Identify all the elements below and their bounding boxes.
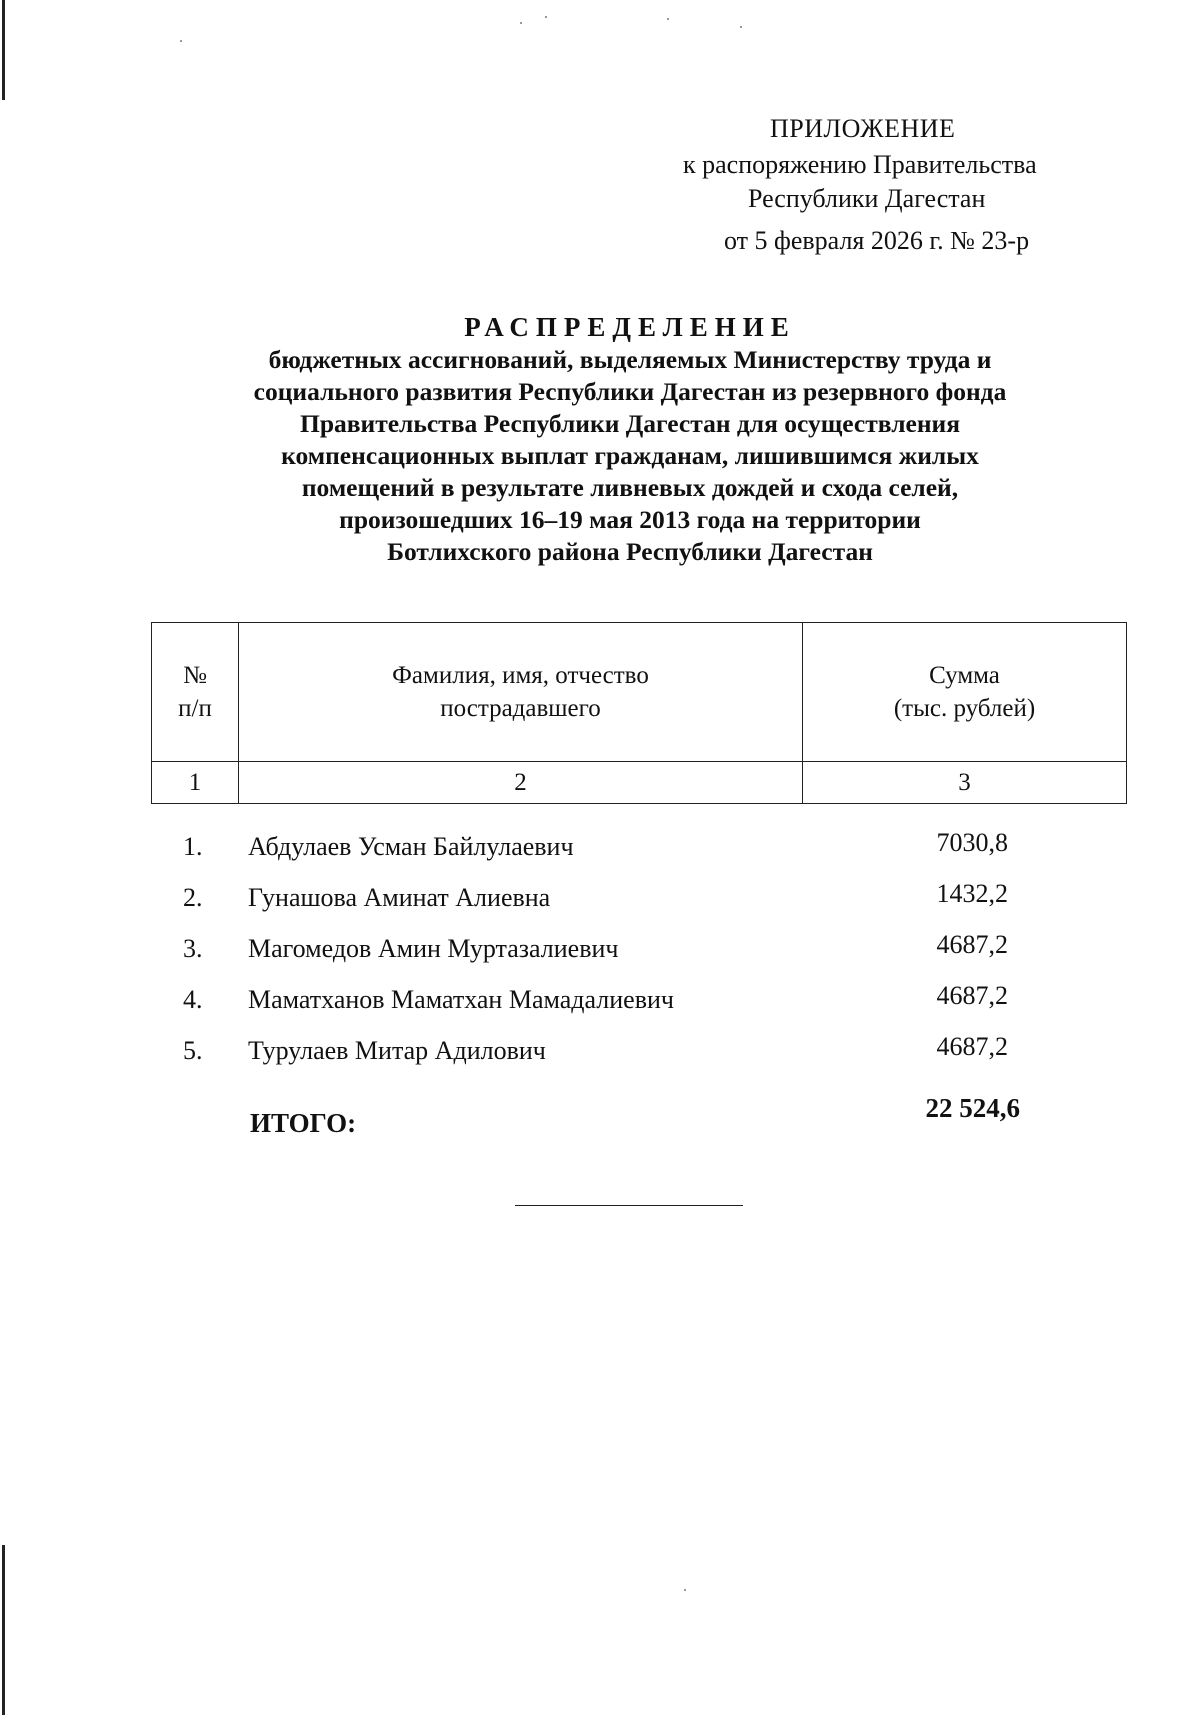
total-label: ИТОГО: — [250, 1108, 357, 1138]
column-header-name: Фамилия, имя, отчество пострадавшего — [239, 623, 803, 762]
heading-title: РАСПРЕДЕЛЕНИЕ — [464, 312, 796, 342]
row-number: 1. — [183, 832, 203, 861]
row-name: Маматханов Маматхан Мамадалиевич — [248, 985, 674, 1014]
scan-speck — [684, 1589, 686, 1591]
column-number: 2 — [239, 762, 803, 804]
table-row — [0, 828, 1200, 883]
heading-line: Правительства Республики Дагестан для осуществления — [299, 409, 960, 438]
document-heading — [150, 310, 1110, 568]
row-name: Турулаев Митар Адилович — [248, 1036, 546, 1065]
table-row — [0, 879, 1200, 934]
heading-line: произошедших 16–19 мая 2013 года на территории — [339, 505, 921, 534]
row-number: 3. — [183, 934, 203, 963]
row-sum: 1432,2 — [936, 879, 1008, 908]
column-header-sum: Сумма (тыс. рублей) — [803, 623, 1127, 762]
heading-line: Ботлихского района Республики Дагестан — [387, 537, 873, 566]
heading-line: компенсационных выплат гражданам, лишившимся жилых — [281, 441, 979, 470]
annex-date-number: от 5 февраля 2026 г. № 23-р — [724, 226, 1030, 255]
column-number: 3 — [803, 762, 1127, 804]
scan-speck — [740, 26, 742, 28]
table-column-numbers — [152, 762, 1127, 804]
column-number: 1 — [152, 762, 239, 804]
row-number: 4. — [183, 985, 203, 1014]
row-name: Магомедов Амин Муртазалиевич — [248, 934, 619, 963]
row-number: 2. — [183, 883, 203, 912]
table-header — [151, 622, 1127, 804]
row-sum: 4687,2 — [936, 981, 1008, 1010]
closing-separator-line — [515, 1205, 743, 1206]
row-name: Абдулаев Усман Байлулаевич — [248, 832, 574, 861]
table-row — [0, 981, 1200, 1036]
row-name: Гунашова Аминат Алиевна — [248, 883, 551, 912]
scan-speck — [520, 22, 522, 24]
scan-speck — [545, 16, 547, 18]
heading-line: помещений в результате ливневых дождей и схода селей, — [301, 473, 959, 502]
recipient-list — [0, 828, 1200, 1087]
scan-edge-mark — [2, 1545, 5, 1715]
annex-line: к распоряжению Правительства — [683, 150, 1037, 179]
table-header-row — [152, 623, 1127, 762]
heading-line: бюджетных ассигнований, выделяемых Министерству труда и — [268, 345, 992, 374]
heading-line: социального развития Республики Дагестан из резервного фонда — [253, 377, 1007, 406]
table-row — [0, 930, 1200, 985]
scan-speck — [667, 18, 669, 20]
row-sum: 4687,2 — [936, 1032, 1008, 1061]
column-header-number: № п/п — [152, 623, 239, 762]
annex-title: ПРИЛОЖЕНИЕ — [770, 114, 956, 143]
scan-edge-mark — [2, 0, 5, 100]
row-number: 5. — [183, 1036, 203, 1065]
total-row — [0, 1093, 1200, 1143]
scan-speck — [180, 40, 182, 42]
row-sum: 7030,8 — [936, 828, 1008, 857]
row-sum: 4687,2 — [936, 930, 1008, 959]
total-sum: 22 524,6 — [925, 1093, 1020, 1123]
annex-line: Республики Дагестан — [748, 184, 986, 213]
table-row — [0, 1032, 1200, 1087]
